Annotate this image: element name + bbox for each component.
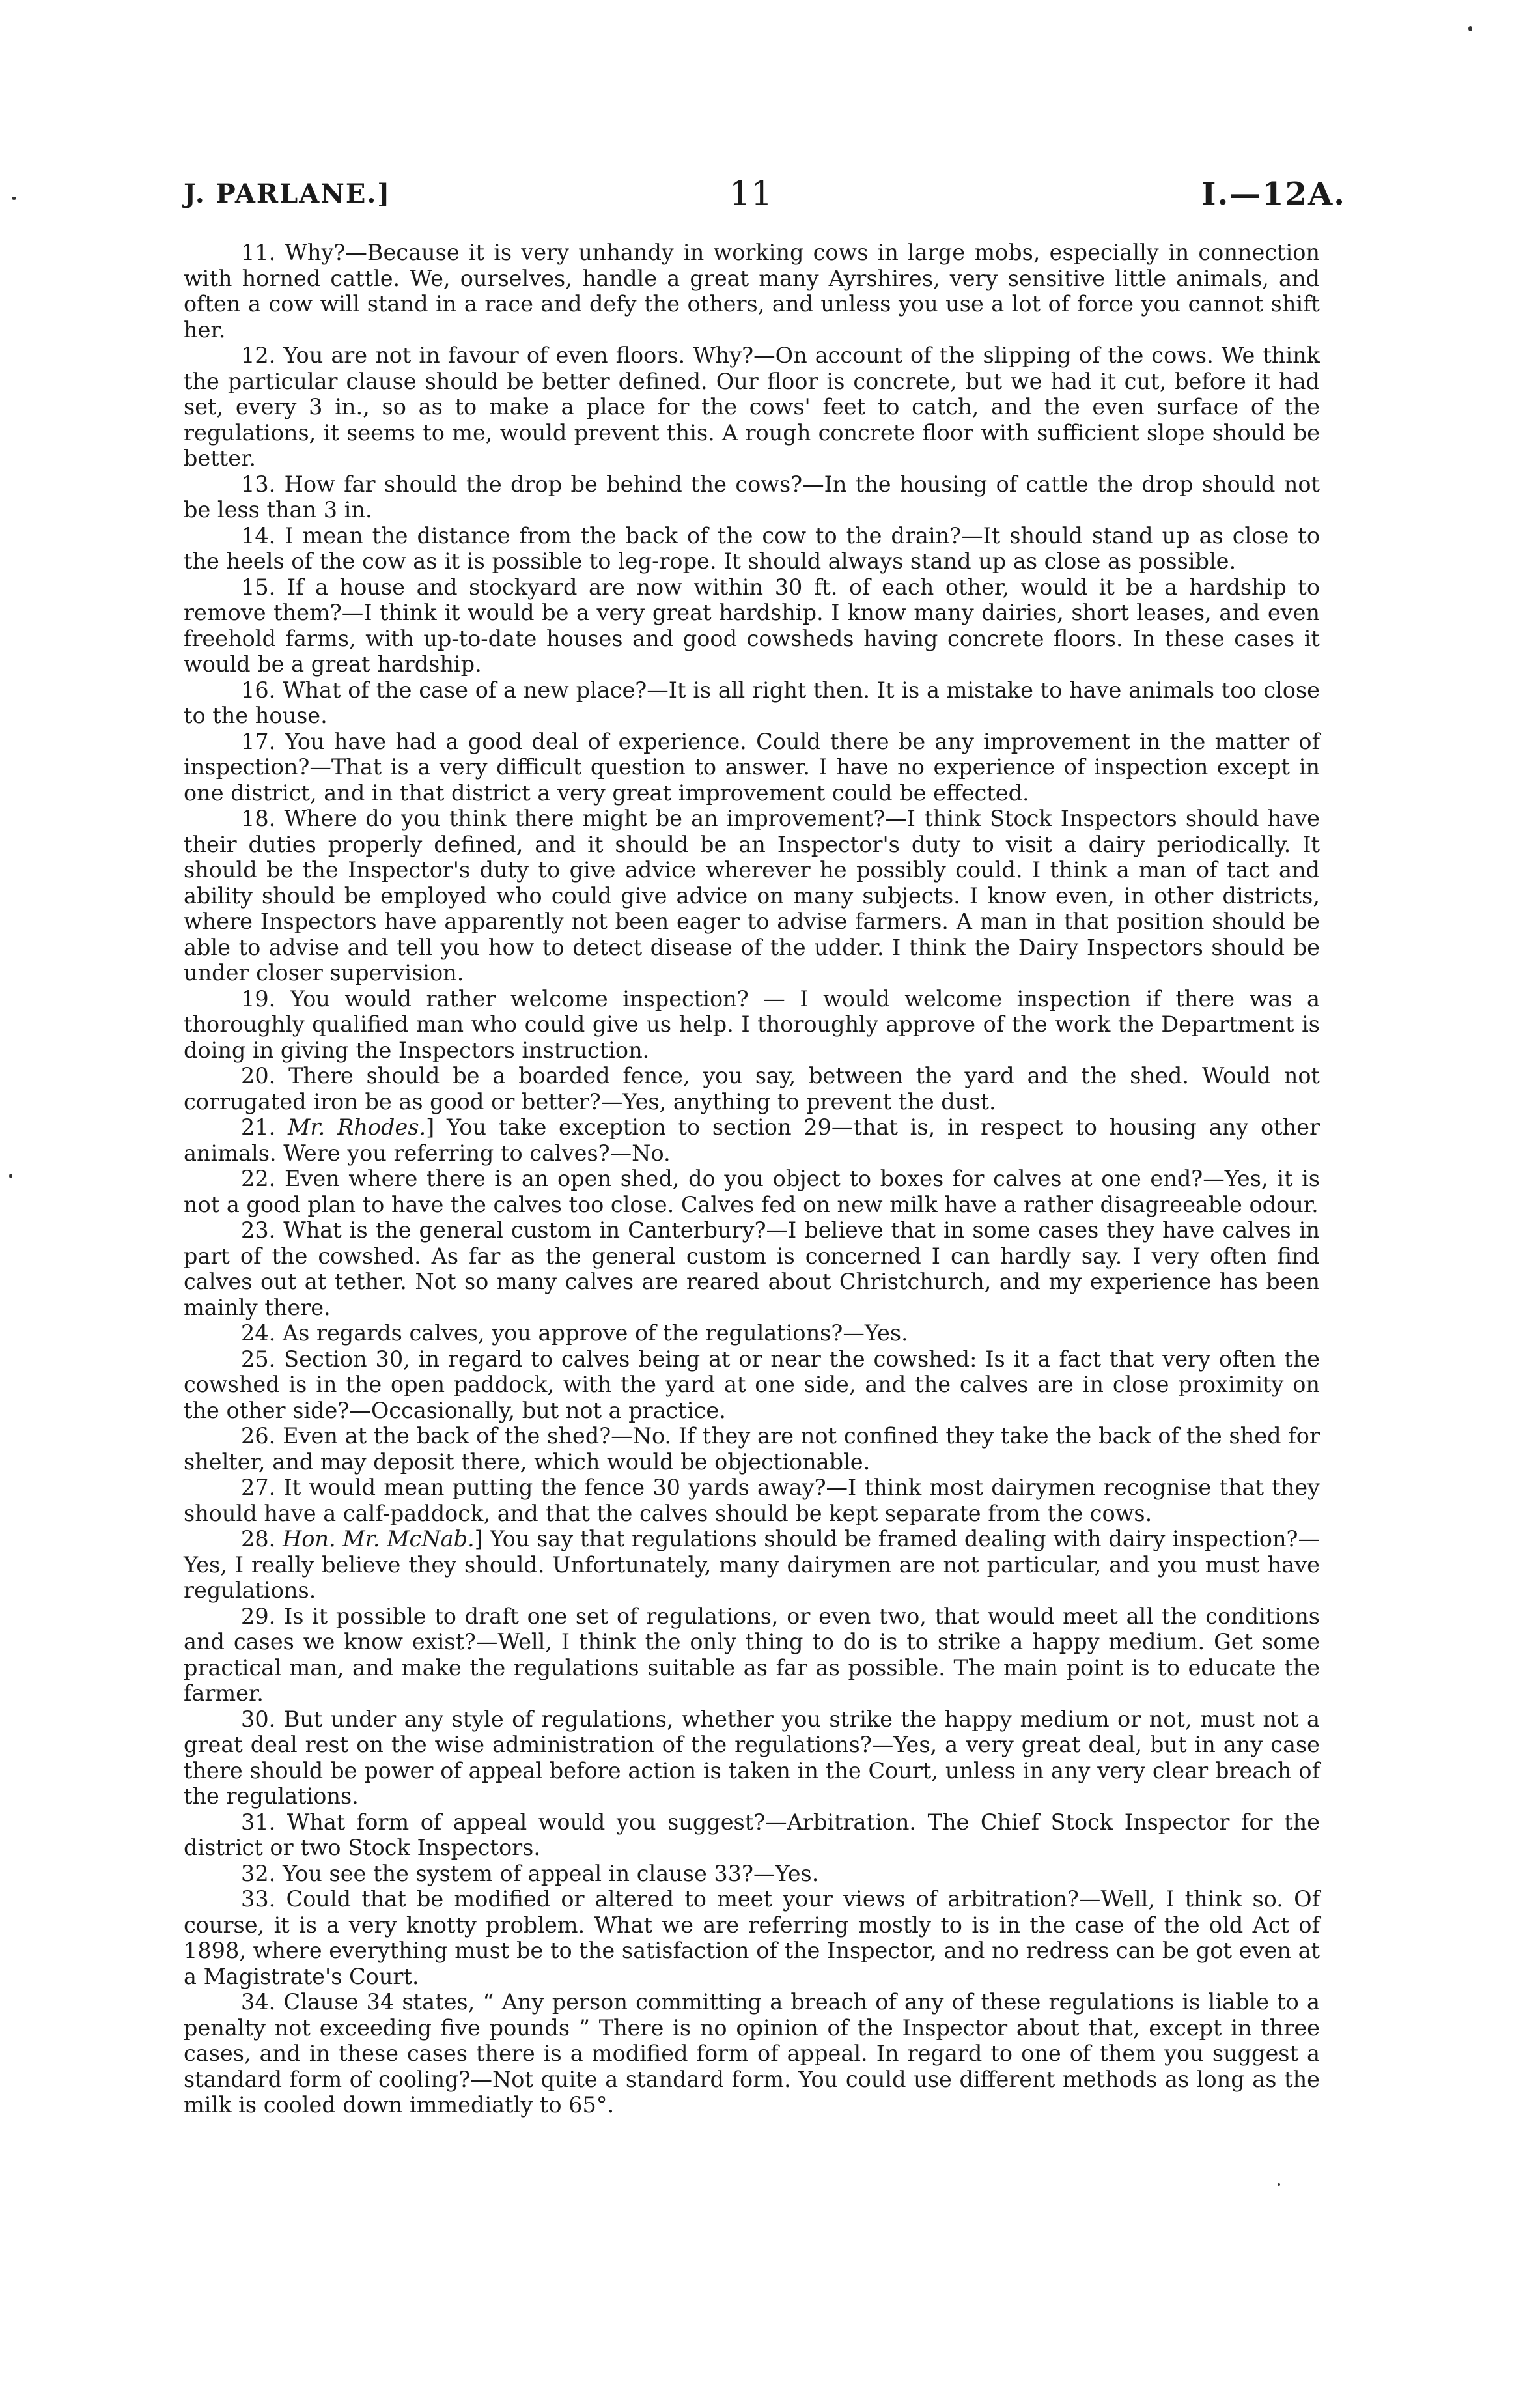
question-number: 15. <box>241 574 276 600</box>
paragraph-text: What of the case of a new place?—It is all right then. It is a mistake to have animals too close to the house. <box>184 677 1320 728</box>
paragraph-text: There should be a boarded fence, you say, between the yard and the shed. Would not corrugated iron be as good or better?—Yes, anything to prevent the dust. <box>184 1063 1320 1114</box>
paragraph-23 <box>184 1217 1320 1320</box>
paragraph-20 <box>184 1063 1320 1114</box>
question-number: 26. <box>241 1423 276 1449</box>
paragraph-27 <box>184 1475 1320 1526</box>
paragraph-32 <box>184 1861 1320 1887</box>
paragraph-text: You see the system of appeal in clause 33?—Yes. <box>282 1860 819 1886</box>
paragraph-11 <box>184 240 1320 343</box>
question-number: 20. <box>241 1063 276 1088</box>
paragraph-12 <box>184 343 1320 472</box>
page-number: 11 <box>729 175 773 214</box>
paragraph-text: How far should the drop be behind the cows?—In the housing of cattle the drop should not be less than 3 in. <box>184 471 1320 522</box>
paragraph-text: ] You take exception to section 29—that is, in respect to housing any other animals. Were you referring to calves?—No. <box>184 1114 1320 1166</box>
paragraph-19 <box>184 986 1320 1064</box>
paragraph-text: But under any style of regulations, whether you strike the happy medium or not, must not a great deal rest on the wise administration of the regulations?—Yes, a very great deal, but in any case there should be power of appeal before action is taken in the Court, unless in any very clear breach of the regulations. <box>184 1706 1320 1809</box>
paragraph-text: Section 30, in regard to calves being at or near the cowshed: Is it a fact that very often the cowshed is in the open paddock, with the yard at one side, and the calves are in close proximity on the other side?—Occasionally, but not a practice. <box>184 1346 1320 1423</box>
paragraph-30 <box>184 1707 1320 1809</box>
paragraph-24 <box>184 1320 1320 1346</box>
paragraph-34 <box>184 1989 1320 2118</box>
paragraph-text: If a house and stockyard are now within 30 ft. of each other, would it be a hardship to remove them?—I think it would be a very great hardship. I know many dairies, short leases, and even freehold farms, with up-to-date houses and good cowsheds having concrete floors. In these cases it would be a great hardship. <box>184 574 1320 677</box>
paragraph-31 <box>184 1809 1320 1861</box>
document-reference: I.—12A. <box>1201 176 1346 212</box>
paragraph-text: Could that be modified or altered to meet your views of arbitration?—Well, I think so. Of course, it is a very knotty problem. What we are referring mostly to is in the case of the old Act of 1898, where everything must be to the satisfaction of the Inspector, and no redress can be got even at a Magistrate's Court. <box>184 1886 1320 1989</box>
paragraph-26 <box>184 1423 1320 1475</box>
paragraph-25 <box>184 1346 1320 1424</box>
question-number: 32. <box>241 1860 276 1886</box>
paragraph-29 <box>184 1604 1320 1707</box>
question-number: 24. <box>241 1320 276 1346</box>
question-number: 17. <box>241 728 276 754</box>
paragraph-text: I mean the distance from the back of the cow to the drain?—It should stand up as close to the heels of the cow as it is possible to leg-rope. It should always stand up as close as possible. <box>184 522 1320 574</box>
paragraph-14 <box>184 523 1320 574</box>
paragraph-text: It would mean putting the fence 30 yards away?—I think most dairymen recognise that they should have a calf-paddock, and that the calves should be kept separate from the cows. <box>184 1475 1320 1526</box>
paragraph-16 <box>184 677 1320 729</box>
question-number: 28. <box>241 1526 276 1551</box>
paragraph-text: ] You say that regulations should be framed dealing with dairy inspection?—Yes, I really believe they should. Unfortunately, many dairymen are not particular, and you must have regulations. <box>184 1526 1320 1603</box>
scan-speck <box>9 1174 12 1178</box>
paragraph-18 <box>184 806 1320 986</box>
question-number: 18. <box>241 806 276 831</box>
paragraph-33 <box>184 1886 1320 1989</box>
paragraph-text: Is it possible to draft one set of regulations, or even two, that would meet all the conditions and cases we know exist?—Well, I think the only thing to do is to strike a happy medium. Get some practical man, and make the regulations suitable as far as possible. The main point is to educate the farmer. <box>184 1603 1320 1706</box>
paragraph-21 <box>184 1114 1320 1166</box>
question-number: 14. <box>241 522 276 548</box>
testimony-body <box>184 240 1320 2118</box>
paragraph-15 <box>184 574 1320 677</box>
scan-speck <box>1278 2183 1280 2186</box>
speaker-name: Hon. Mr. McNab. <box>282 1526 475 1551</box>
paragraph-text: Even where there is an open shed, do you object to boxes for calves at one end?—Yes, it is not a good plan to have the calves too close. Calves fed on new milk have a rather disagreeable odour. <box>184 1166 1320 1217</box>
question-number: 11. <box>241 240 276 265</box>
paragraph-text: Clause 34 states, “ Any person committing a breach of any of these regulations is liable to a penalty not exceeding five pounds ” There is no opinion of the Inspector about that, except in three cases, and in these cases there is a modified form of appeal. In regard to one of them you suggest a standard form of cooling?—Not quite a standard form. You could use different methods as long as the milk is cooled down immediatly to 65°. <box>184 1989 1320 2118</box>
scan-speck <box>12 197 16 200</box>
paragraph-13 <box>184 472 1320 523</box>
paragraph-text: You would rather welcome inspection? — I would welcome inspection if there was a thoroughly qualified man who could give us help. I thoroughly approve of the work the Department is doing in giving the Inspectors instruction. <box>184 985 1320 1063</box>
question-number: 33. <box>241 1886 276 1912</box>
paragraph-text: What is the general custom in Canterbury?—I believe that in some cases they have calves in part of the cowshed. As far as the general custom is concerned I can hardly say. I very often find calves out at tether. Not so many calves are reared about Christchurch, and my experience has been mainly there. <box>184 1217 1320 1320</box>
paragraph-text: As regards calves, you approve of the regulations?—Yes. <box>282 1320 908 1346</box>
paragraph-text: Why?—Because it is very unhandy in working cows in large mobs, especially in connection with horned cattle. We, ourselves, handle a great many Ayrshires, very sensitive little animals, and often a cow will stand in a race and defy the others, and unless you use a lot of force you cannot shift her. <box>184 240 1320 343</box>
paragraph-28 <box>184 1526 1320 1604</box>
question-number: 34. <box>241 1989 276 2015</box>
question-number: 19. <box>241 985 276 1012</box>
paragraph-text: Even at the back of the shed?—No. If they are not confined they take the back of the shed for shelter, and may deposit there, which would be objectionable. <box>184 1423 1320 1475</box>
question-number: 16. <box>241 677 276 703</box>
page-header <box>0 175 1523 227</box>
paragraph-text: What form of appeal would you suggest?—Arbitration. The Chief Stock Inspector for the district or two Stock Inspectors. <box>184 1809 1320 1860</box>
question-number: 12. <box>241 343 276 368</box>
question-number: 31. <box>241 1809 276 1835</box>
scan-speck <box>1468 26 1472 31</box>
paragraph-17 <box>184 729 1320 806</box>
question-number: 13. <box>241 471 276 497</box>
question-number: 29. <box>241 1603 276 1629</box>
question-number: 22. <box>241 1166 276 1191</box>
paragraph-22 <box>184 1166 1320 1217</box>
paragraph-text: You are not in favour of even floors. Why?—On account of the slipping of the cows. We think the particular clause should be better defined. Our floor is concrete, but we had it cut, before it had set, every 3 in., so as to make a place for the cows' feet to catch, and the even surface of the regulations, it seems to me, would prevent this. A rough concrete floor with sufficient slope should be better. <box>184 343 1320 471</box>
question-number: 21. <box>241 1114 276 1140</box>
speaker-name: Mr. Rhodes. <box>288 1114 426 1140</box>
paragraph-text: You have had a good deal of experience. Could there be any improvement in the matter of inspection?—That is a very difficult question to answer. I have no experience of inspection except in one district, and in that district a very great improvement could be effected. <box>184 728 1320 806</box>
question-number: 30. <box>241 1706 276 1732</box>
witness-name: J. PARLANE.] <box>184 178 391 209</box>
question-number: 23. <box>241 1217 276 1243</box>
question-number: 25. <box>241 1346 276 1372</box>
question-number: 27. <box>241 1475 276 1500</box>
paragraph-text: Where do you think there might be an improvement?—I think Stock Inspectors should have their duties properly defined, and it should be an Inspector's duty to visit a dairy periodically. It should be the Inspector's duty to give advice wherever he possibly could. I think a man of tact and ability should be employed who could give advice on many subjects. I know even, in other districts, where Inspectors have apparently not been eager to advise farmers. A man in that position should be able to advise and tell you how to detect disease of the udder. I think the Dairy Inspectors should be under closer supervision. <box>184 806 1320 985</box>
